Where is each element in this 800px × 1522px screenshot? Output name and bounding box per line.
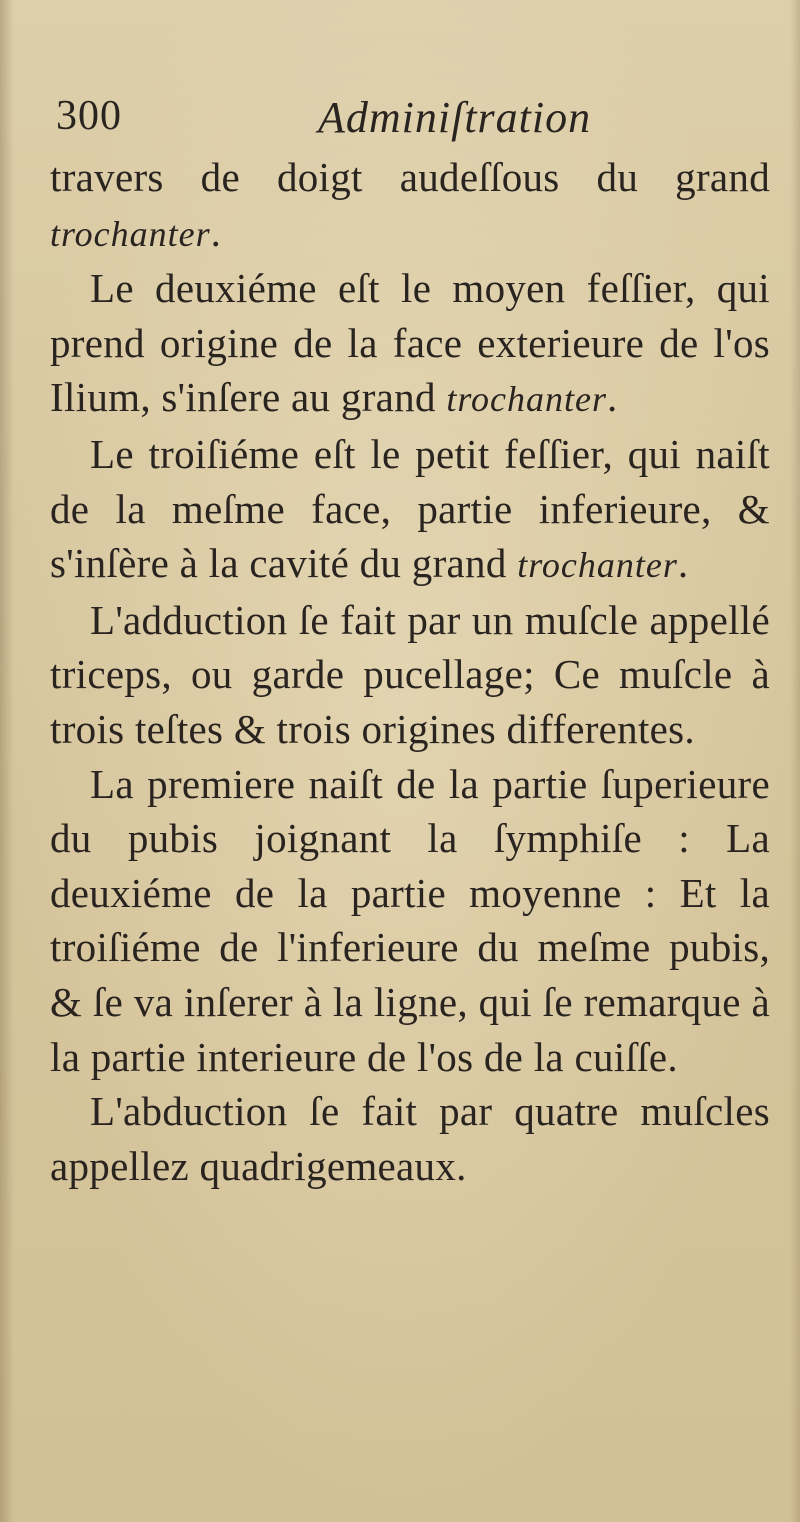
- running-title: Adminiſtration: [318, 93, 592, 142]
- paragraph: L'adduction ſe fait par un muſcle appellé triceps, ou garde pucellage; Ce muſcle à trois teſtes & trois origines differentes.: [50, 596, 770, 752]
- text-run: travers de doigt audeſſous du grand: [50, 154, 770, 200]
- paragraph: La premiere naiſt de la partie ſuperieure du pubis joignant la ſymphiſe : La deuxiéme de la partie moyenne : Et la troiſiéme de l'inferieure du meſme pubis, & ſe va inſerer à la ligne, qui ſe remarque à la partie interieure de l'os de la cuiſſe.: [50, 760, 770, 1080]
- text-run: Le deuxiéme eſt le moyen feſſier, qui prend origine de la face exterieure de l'os Ilium, s'inſere au grand: [50, 265, 770, 421]
- text-run: .: [606, 374, 618, 421]
- paragraph: [50, 427, 770, 593]
- text-run: .: [677, 540, 689, 587]
- paragraph-continuation: [50, 150, 770, 261]
- page-number: 300: [56, 93, 122, 139]
- paragraph: L'abduction ſe fait par quatre muſcles appellez quadrigemeaux.: [50, 1088, 770, 1189]
- italic-term: trochanter: [50, 213, 211, 254]
- italic-term: trochanter: [446, 379, 607, 420]
- page-header: [56, 92, 756, 152]
- text-run: .: [210, 208, 222, 255]
- body-text: [50, 150, 770, 1193]
- text-run: Le troiſiéme eſt le petit feſſier, qui naiſt de la meſme face, partie inferieure, & s'inſère à la cavité du grand: [50, 430, 770, 587]
- paragraph: [50, 261, 770, 427]
- italic-term: trochanter: [517, 545, 678, 586]
